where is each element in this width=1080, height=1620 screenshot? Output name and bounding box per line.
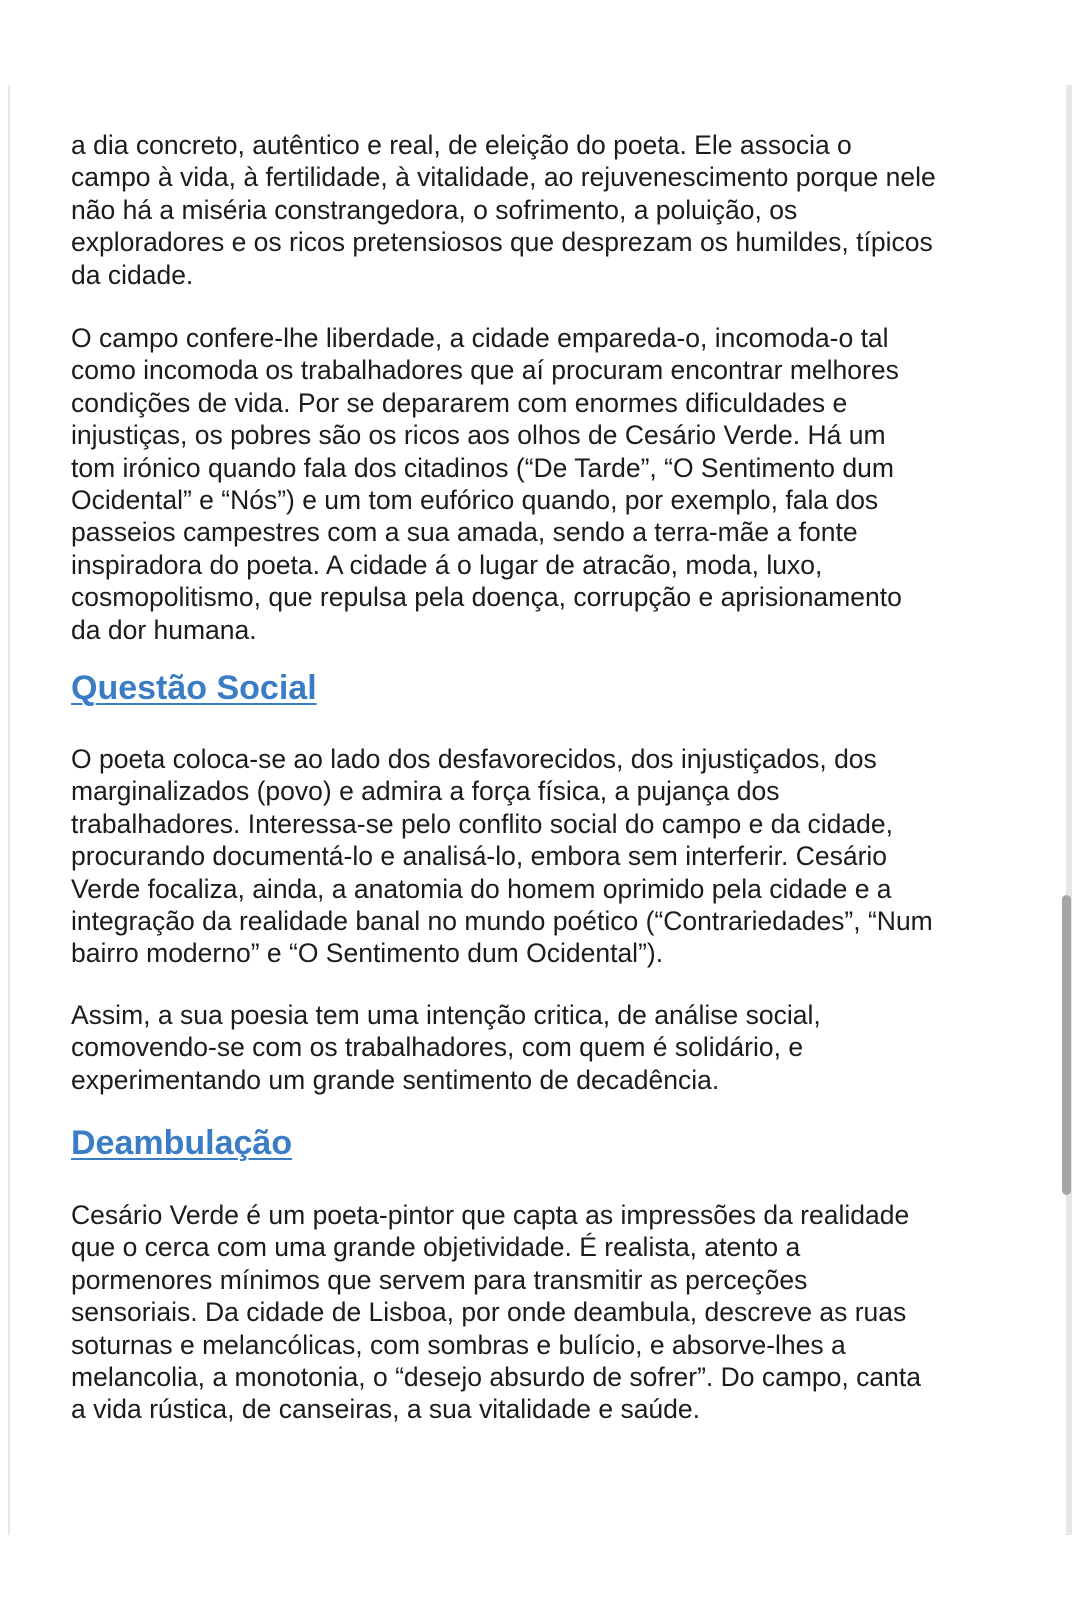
text-line: não há a miséria constrangedora, o sofrimento, a poluição, os (71, 194, 798, 225)
text-line: condições de vida. Por se depararem com enormes dificuldades e (71, 387, 848, 418)
text-line: experimentando um grande sentimento de decadência. (71, 1064, 720, 1095)
text-line: melancolia, a monotonia, o “desejo absurdo de sofrer”. Do campo, canta (71, 1362, 921, 1393)
text-line: O poeta coloca-se ao lado dos desfavorecidos, dos injustiçados, dos (71, 744, 877, 774)
text-line: que o cerca com uma grande objetividade. É realista, atento a (71, 1232, 801, 1263)
text-line: soturnas e melancólicas, com sombras e bulício, e absorve-lhes a (71, 1329, 846, 1360)
text-line: a dia concreto, autêntico e real, de eleição do poeta. Ele associa o (71, 130, 852, 160)
paragraph (71, 1199, 921, 1426)
text-line: tom irónico quando fala dos citadinos (“De Tarde”, “O Sentimento dum (71, 452, 894, 483)
text-line: Cesário Verde é um poeta-pintor que capta as impressões da realidade (71, 1200, 910, 1230)
paragraph (71, 129, 936, 291)
text-line: exploradores e os ricos pretensiosos que desprezam os humildes, típicos (71, 227, 933, 258)
text-line: Ocidental” e “Nós”) e um tom eufórico quando, por exemplo, fala dos (71, 485, 879, 516)
text-line: pormenores mínimos que servem para transmitir as perceções (71, 1264, 808, 1295)
text-line: trabalhadores. Interessa-se pelo conflito social do campo e da cidade, (71, 808, 893, 839)
text-line: sensoriais. Da cidade de Lisboa, por onde deambula, descreve as ruas (71, 1297, 907, 1328)
text-line: inspiradora do poeta. A cidade á o lugar de atracão, moda, luxo, (71, 549, 823, 580)
text-line: da dor humana. (71, 614, 257, 645)
text-line: Assim, a sua poesia tem uma intenção critica, de análise social, (71, 1000, 821, 1030)
text-line: passeios campestres com a sua amada, sendo a terra-mãe a fonte (71, 517, 858, 548)
text-line: bairro moderno” e “O Sentimento dum Ocidental”). (71, 938, 664, 969)
section-heading-questao-social[interactable]: Questão Social (71, 669, 317, 707)
text-line: procurando documentá-lo e analisá-lo, embora sem interferir. Cesário (71, 841, 888, 872)
text-line: Verde focaliza, ainda, a anatomia do homem oprimido pela cidade e a (71, 873, 892, 904)
text-line: como incomoda os trabalhadores que aí procuram encontrar melhores (71, 355, 899, 386)
text-line: O campo confere-lhe liberdade, a cidade empareda-o, incomoda-o tal (71, 323, 889, 353)
text-line: comovendo-se com os trabalhadores, com quem é solidário, e (71, 1032, 804, 1063)
text-line: a vida rústica, de canseiras, a sua vitalidade e saúde. (71, 1394, 701, 1425)
paragraph (71, 322, 902, 646)
paragraph (71, 999, 821, 1096)
text-line: injustiças, os pobres são os ricos aos olhos de Cesário Verde. Há um (71, 420, 886, 451)
text-line: marginalizados (povo) e admira a força física, a pujança dos (71, 776, 780, 807)
text-line: da cidade. (71, 259, 194, 290)
text-line: cosmopolitismo, que repulsa pela doença, corrupção e aprisionamento (71, 582, 902, 613)
section-heading-deambulacao[interactable]: Deambulação (71, 1124, 293, 1162)
paragraph (71, 743, 933, 970)
text-line: campo à vida, à fertilidade, à vitalidade, ao rejuvenescimento porque nele (71, 162, 936, 193)
scrollbar-thumb[interactable] (1062, 895, 1071, 1195)
text-line: integração da realidade banal no mundo poético (“Contrariedades”, “Num (71, 906, 933, 937)
